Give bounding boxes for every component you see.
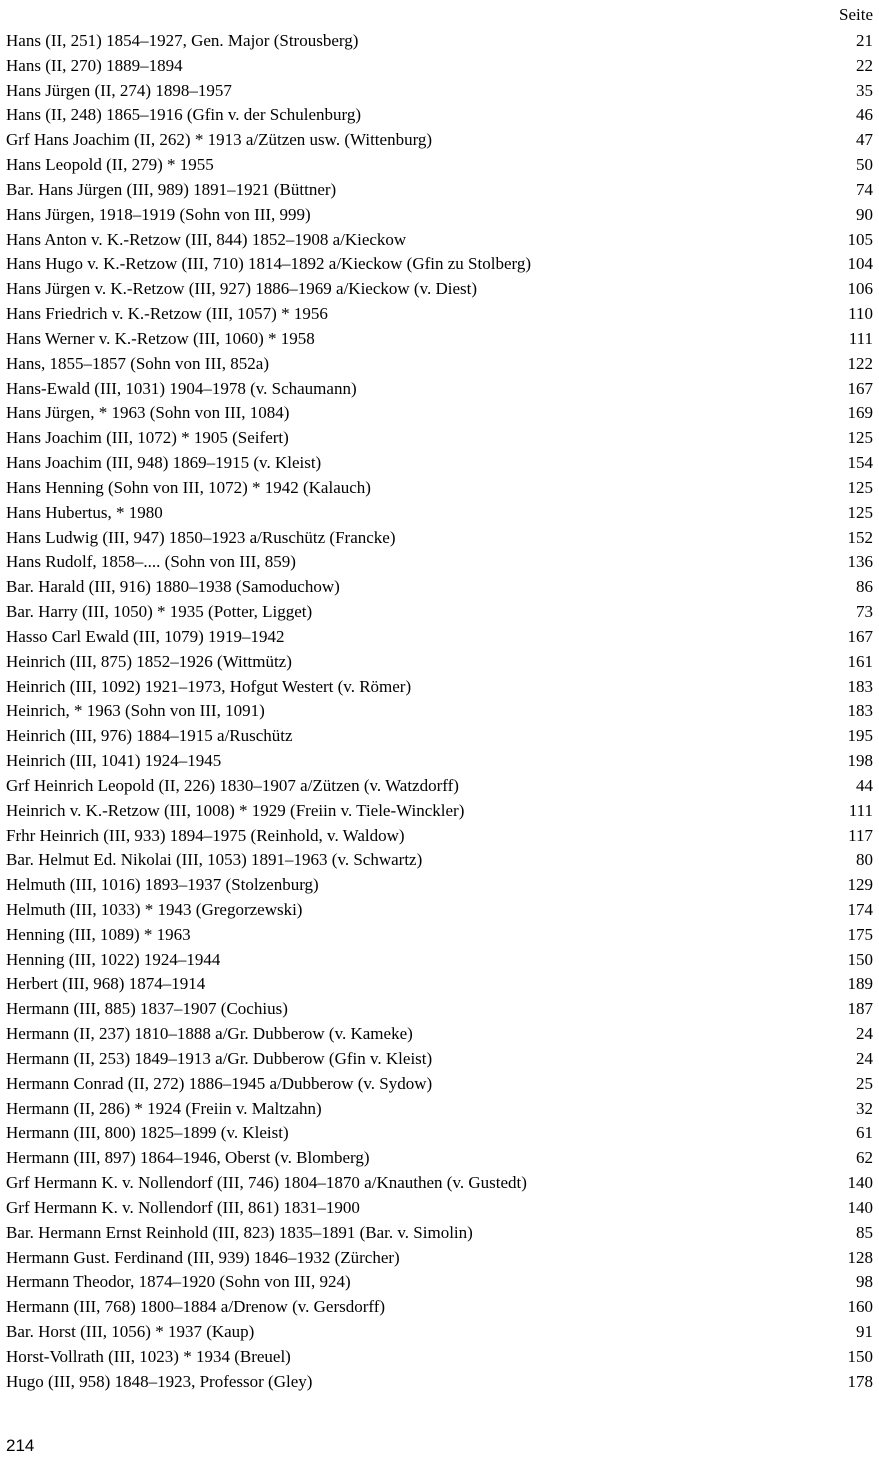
- entry-text: Helmuth (III, 1016) 1893–1937 (Stolzenburg): [6, 875, 319, 895]
- index-entry: [6, 1072, 873, 1097]
- index-entry: [6, 1270, 873, 1295]
- entry-text: Herbert (III, 968) 1874–1914: [6, 974, 206, 994]
- entry-page-number: 24: [856, 1048, 873, 1068]
- entry-page-number: 86: [856, 577, 873, 597]
- index-entry: [6, 302, 873, 327]
- index-entry: [6, 1345, 873, 1370]
- entry-page-number: 167: [847, 626, 873, 646]
- entry-page-number: 189: [847, 974, 873, 994]
- entry-page-number: 85: [856, 1222, 873, 1242]
- index-entry: [6, 1047, 873, 1072]
- entry-page-number: 160: [847, 1297, 873, 1317]
- index-entry: [6, 675, 873, 700]
- entry-text: Hans Jürgen (II, 274) 1898–1957: [6, 80, 232, 100]
- entry-text: Grf Hans Joachim (II, 262) * 1913 a/Zützen usw. (Wittenburg): [6, 130, 433, 150]
- entry-page-number: 90: [856, 204, 873, 224]
- page-column-header: Seite: [839, 5, 873, 24]
- index-entry: [6, 699, 873, 724]
- index-entry: [6, 600, 873, 625]
- entry-text: Hans (II, 270) 1889–1894: [6, 55, 183, 75]
- entry-text: Horst-Vollrath (III, 1023) * 1934 (Breuel): [6, 1346, 291, 1366]
- index-entry: [6, 1221, 873, 1246]
- entry-page-number: 122: [847, 353, 873, 373]
- index-entry: [6, 79, 873, 104]
- entry-text: Hermann (III, 885) 1837–1907 (Cochius): [6, 999, 288, 1019]
- entry-page-number: 175: [847, 924, 873, 944]
- entry-page-number: 111: [848, 328, 873, 348]
- index-entry: [6, 824, 873, 849]
- entry-text: Hans Joachim (III, 948) 1869–1915 (v. Kleist): [6, 453, 322, 473]
- entry-text: Hermann (III, 768) 1800–1884 a/Drenow (v. Gersdorff): [6, 1297, 386, 1317]
- entry-text: Hans Hubertus, * 1980: [6, 502, 163, 522]
- entry-page-number: 105: [847, 229, 873, 249]
- entry-page-number: 46: [856, 105, 873, 125]
- entry-text: Hans Friedrich v. K.-Retzow (III, 1057) * 1956: [6, 304, 328, 324]
- entry-text: Hans Rudolf, 1858–.... (Sohn von III, 859): [6, 552, 296, 572]
- entry-text: Grf Heinrich Leopold (II, 226) 1830–1907 a/Zützen (v. Watzdorff): [6, 775, 459, 795]
- entry-page-number: 136: [847, 552, 873, 572]
- entry-text: Hermann (III, 897) 1864–1946, Oberst (v. Blomberg): [6, 1148, 370, 1168]
- index-entry: [6, 650, 873, 675]
- index-entry: [6, 724, 873, 749]
- index-entry: [6, 178, 873, 203]
- entry-page-number: 21: [856, 31, 873, 50]
- entry-page-number: 47: [856, 130, 873, 150]
- entry-text: Bar. Hans Jürgen (III, 989) 1891–1921 (Büttner): [6, 179, 337, 199]
- index-entry: [6, 1022, 873, 1047]
- entry-page-number: 154: [847, 453, 873, 473]
- entry-page-number: 73: [856, 602, 873, 622]
- entry-page-number: 178: [847, 1371, 873, 1391]
- entry-text: Hans-Ewald (III, 1031) 1904–1978 (v. Schaumann): [6, 378, 357, 398]
- entry-page-number: 183: [847, 701, 873, 721]
- entry-text: Hans Joachim (III, 1072) * 1905 (Seifert): [6, 428, 289, 448]
- entry-page-number: 22: [856, 55, 873, 75]
- entry-text: Heinrich (III, 1041) 1924–1945: [6, 751, 222, 771]
- index-entry: [6, 1320, 873, 1345]
- index-entry: [6, 848, 873, 873]
- index-entry: [6, 103, 873, 128]
- index-entry: [6, 327, 873, 352]
- entry-text: Bar. Harald (III, 916) 1880–1938 (Samoduchow): [6, 577, 340, 597]
- index-entry: [6, 1196, 873, 1221]
- entry-text: Hermann Conrad (II, 272) 1886–1945 a/Dubberow (v. Sydow): [6, 1073, 433, 1093]
- entry-page-number: 125: [847, 477, 873, 497]
- entry-page-number: 125: [847, 502, 873, 522]
- entry-text: Heinrich v. K.-Retzow (III, 1008) * 1929 (Freiin v. Tiele-Winckler): [6, 800, 465, 820]
- entry-text: Bar. Harry (III, 1050) * 1935 (Potter, Ligget): [6, 602, 313, 622]
- entry-text: Heinrich (III, 875) 1852–1926 (Wittmütz): [6, 651, 292, 671]
- entry-page-number: 152: [847, 527, 873, 547]
- entry-text: Hugo (III, 958) 1848–1923, Professor (Gley): [6, 1371, 313, 1391]
- entry-text: Hans Anton v. K.-Retzow (III, 844) 1852–1908 a/Kieckow: [6, 229, 407, 249]
- entry-page-number: 169: [847, 403, 873, 423]
- entry-page-number: 117: [848, 825, 873, 845]
- index-entry: [6, 476, 873, 501]
- index-entry: [6, 625, 873, 650]
- entry-page-number: 24: [856, 1024, 873, 1044]
- entry-page-number: 62: [856, 1148, 873, 1168]
- index-entry: [6, 948, 873, 973]
- entry-page-number: 174: [847, 899, 873, 919]
- index-entry: [6, 550, 873, 575]
- index-entry: [6, 451, 873, 476]
- entry-page-number: 44: [856, 775, 873, 795]
- index-entry: [6, 1246, 873, 1271]
- entry-text: Helmuth (III, 1033) * 1943 (Gregorzewski): [6, 899, 303, 919]
- entry-text: Hermann Theodor, 1874–1920 (Sohn von III, 924): [6, 1272, 351, 1292]
- entry-page-number: 74: [856, 179, 873, 199]
- index-entry: [6, 29, 873, 54]
- index-entry: [6, 252, 873, 277]
- entry-page-number: 129: [847, 875, 873, 895]
- entry-text: Hans Ludwig (III, 947) 1850–1923 a/Ruschütz (Francke): [6, 527, 396, 547]
- entry-text: Hans (II, 248) 1865–1916 (Gfin v. der Schulenburg): [6, 105, 362, 125]
- index-entry: [6, 526, 873, 551]
- entry-page-number: 128: [847, 1247, 873, 1267]
- entry-text: Hermann (II, 253) 1849–1913 a/Gr. Dubberow (Gfin v. Kleist): [6, 1048, 433, 1068]
- entry-page-number: 32: [856, 1098, 873, 1118]
- index-entry: [6, 377, 873, 402]
- entry-text: Bar. Helmut Ed. Nikolai (III, 1053) 1891–1963 (v. Schwartz): [6, 850, 423, 870]
- index-entry: [6, 54, 873, 79]
- index-entry: [6, 426, 873, 451]
- entry-text: Hermann (II, 237) 1810–1888 a/Gr. Dubberow (v. Kameke): [6, 1024, 413, 1044]
- entry-page-number: 150: [847, 1346, 873, 1366]
- entry-text: Hans, 1855–1857 (Sohn von III, 852a): [6, 353, 269, 373]
- entry-text: Hasso Carl Ewald (III, 1079) 1919–1942: [6, 626, 285, 646]
- page-number: 214: [6, 1436, 35, 1455]
- entry-page-number: 187: [847, 999, 873, 1019]
- entry-text: Heinrich, * 1963 (Sohn von III, 1091): [6, 701, 265, 721]
- index-entry: [6, 1370, 873, 1395]
- entry-page-number: 25: [856, 1073, 873, 1093]
- entry-page-number: 98: [856, 1272, 873, 1292]
- entry-page-number: 161: [847, 651, 873, 671]
- entry-page-number: 125: [847, 428, 873, 448]
- entry-page-number: 167: [847, 378, 873, 398]
- index-entry: [6, 1295, 873, 1320]
- index-entry: [6, 1146, 873, 1171]
- entry-page-number: 150: [847, 949, 873, 969]
- entry-page-number: 80: [856, 850, 873, 870]
- index-entry: [6, 575, 873, 600]
- index-list: [6, 29, 873, 1395]
- index-entry: [6, 352, 873, 377]
- index-entry: [6, 203, 873, 228]
- entry-text: Hans (II, 251) 1854–1927, Gen. Major (Strousberg): [6, 31, 359, 50]
- index-entry: [6, 923, 873, 948]
- entry-text: Hans Jürgen, 1918–1919 (Sohn von III, 999): [6, 204, 311, 224]
- entry-page-number: 195: [847, 726, 873, 746]
- entry-text: Hans Leopold (II, 279) * 1955: [6, 155, 214, 175]
- entry-text: Hans Hugo v. K.-Retzow (III, 710) 1814–1892 a/Kieckow (Gfin zu Stolberg): [6, 254, 531, 274]
- entry-page-number: 111: [848, 800, 873, 820]
- index-entry: [6, 1121, 873, 1146]
- entry-text: Hermann (III, 800) 1825–1899 (v. Kleist): [6, 1123, 289, 1143]
- entry-page-number: 198: [847, 751, 873, 771]
- index-entry: [6, 997, 873, 1022]
- entry-page-number: 183: [847, 676, 873, 696]
- entry-page-number: 106: [847, 279, 873, 299]
- entry-page-number: 104: [847, 254, 873, 274]
- entry-page-number: 61: [856, 1123, 873, 1143]
- entry-text: Hans Jürgen, * 1963 (Sohn von III, 1084): [6, 403, 290, 423]
- index-entry: [6, 1171, 873, 1196]
- entry-text: Hans Werner v. K.-Retzow (III, 1060) * 1958: [6, 328, 315, 348]
- index-entry: [6, 153, 873, 178]
- entry-page-number: 140: [847, 1197, 873, 1217]
- entry-text: Grf Hermann K. v. Nollendorf (III, 861) 1831–1900: [6, 1197, 360, 1217]
- index-entry: [6, 972, 873, 997]
- index-entry: [6, 277, 873, 302]
- entry-page-number: 50: [856, 155, 873, 175]
- entry-text: Hermann (II, 286) * 1924 (Freiin v. Maltzahn): [6, 1098, 322, 1118]
- entry-text: Bar. Horst (III, 1056) * 1937 (Kaup): [6, 1322, 255, 1342]
- entry-text: Henning (III, 1089) * 1963: [6, 924, 191, 944]
- entry-page-number: 140: [847, 1173, 873, 1193]
- entry-text: Hans Jürgen v. K.-Retzow (III, 927) 1886–1969 a/Kieckow (v. Diest): [6, 279, 478, 299]
- index-entry: [6, 1097, 873, 1122]
- entry-text: Bar. Hermann Ernst Reinhold (III, 823) 1835–1891 (Bar. v. Simolin): [6, 1222, 473, 1242]
- index-entry: [6, 774, 873, 799]
- entry-text: Heinrich (III, 1092) 1921–1973, Hofgut Westert (v. Römer): [6, 676, 412, 696]
- index-entry: [6, 799, 873, 824]
- entry-page-number: 91: [856, 1322, 873, 1342]
- index-entry: [6, 873, 873, 898]
- index-entry: [6, 501, 873, 526]
- entry-text: Frhr Heinrich (III, 933) 1894–1975 (Reinhold, v. Waldow): [6, 825, 405, 845]
- index-entry: [6, 898, 873, 923]
- entry-text: Hermann Gust. Ferdinand (III, 939) 1846–1932 (Zürcher): [6, 1247, 400, 1267]
- index-entry: [6, 401, 873, 426]
- index-entry: [6, 128, 873, 153]
- entry-text: Hans Henning (Sohn von III, 1072) * 1942 (Kalauch): [6, 477, 371, 497]
- entry-page-number: 110: [848, 304, 873, 324]
- entry-page-number: 35: [856, 80, 873, 100]
- entry-text: Grf Hermann K. v. Nollendorf (III, 746) 1804–1870 a/Knauthen (v. Gustedt): [6, 1173, 527, 1193]
- entry-text: Heinrich (III, 976) 1884–1915 a/Ruschütz: [6, 726, 293, 746]
- entry-text: Henning (III, 1022) 1924–1944: [6, 949, 221, 969]
- index-entry: [6, 228, 873, 253]
- index-entry: [6, 749, 873, 774]
